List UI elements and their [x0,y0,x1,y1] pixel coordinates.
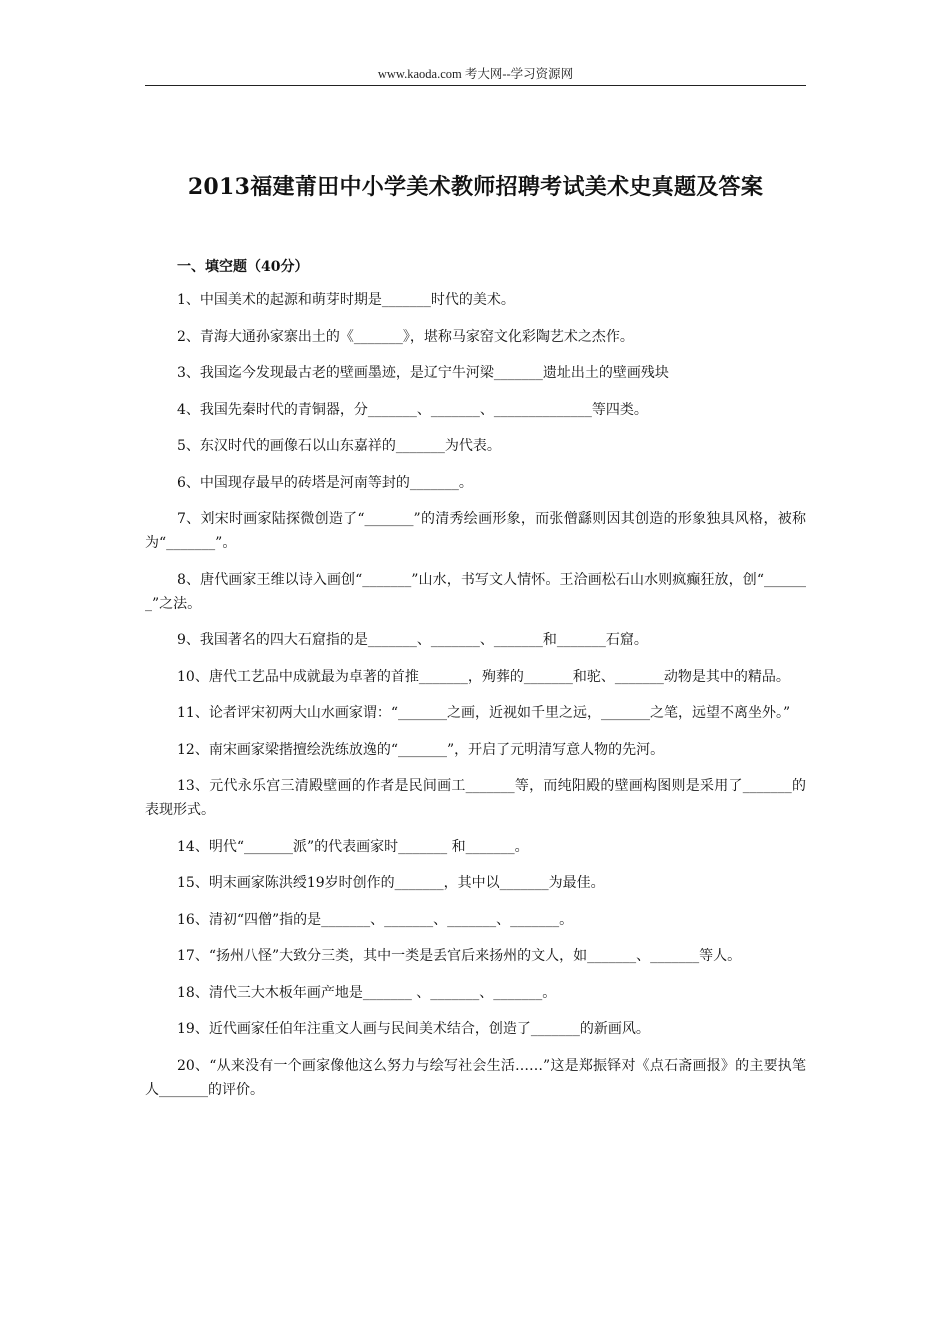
question-item: 5、东汉时代的画像石以山东嘉祥的_______为代表。 [177,438,501,454]
question-item: 20、“从来没有一个画家像他这么努力与绘写社会生活……”这是郑振铎对《点石斋画报》的主要执笔人_______的评价。 [145,1057,806,1098]
question-item: 8、唐代画家王维以诗入画创“_______”山水，书写文人情怀。王洽画松石山水则疯癫狂放，创“_______”之法。 [145,571,806,612]
question-item: 17、“扬州八怪”大致分三类，其中一类是丢官后来扬州的文人，如_______、_______等人。 [177,948,742,964]
question-item: 19、近代画家任伯年注重文人画与民间美术结合，创造了_______的新画风。 [177,1021,650,1037]
question-item: 11、论者评宋初两大山水画家谓：“_______之画，近视如千里之远，_______之笔，远望不离坐外。” [177,705,791,721]
question-item: 15、明末画家陈洪绶19岁时创作的_______，其中以_______为最佳。 [177,875,605,891]
question-item: 3、我国迄今发现最古老的壁画墨迹，是辽宁牛河梁_______遗址出土的壁画残块 [177,365,669,381]
question-item: 7、刘宋时画家陆探微创造了“_______”的清秀绘画形象，而张僧繇则因其创造的形象独具风格，被称为“_______”。 [145,511,806,551]
question-item: 4、我国先秦时代的青铜器，分_______、_______、______________等四类。 [177,401,648,418]
header-divider [145,85,806,86]
question-item: 14、明代“_______派”的代表画家时_______ 和_______。 [177,838,529,855]
question-item: 9、我国著名的四大石窟指的是_______、_______、_______和_______石窟。 [177,632,648,648]
question-item: 2、青海大通孙家寨出土的《_______》，堪称马家窑文化彩陶艺术之杰作。 [177,328,634,345]
section-heading: 一、填空题（40分） [177,259,309,275]
question-item: 12、南宋画家梁揩擅绘洗练放逸的“_______”，开启了元明清写意人物的先河。 [177,741,665,758]
question-item: 13、元代永乐宫三清殿壁画的作者是民间画工_______等，而纯阳殿的壁画构图则是采用了_______的表现形式。 [145,778,806,818]
question-item: 6、中国现存最早的砖塔是河南等封的_______。 [177,474,473,491]
page-header: www.kaoda.com 考大网--学习资源网 [377,67,574,81]
document-title: 2013福建莆田中小学美术教师招聘考试美术史真题及答案 [187,174,764,200]
question-item: 1、中国美术的起源和萌芽时期是_______时代的美术。 [177,292,515,308]
question-item: 10、唐代工艺品中成就最为卓著的首推_______，殉葬的_______和驼、_______动物是其中的精品。 [177,668,790,685]
question-list [145,288,806,1114]
question-item: 16、清初“四僧”指的是_______、_______、_______、_______。 [177,911,574,928]
question-item: 18、清代三大木板年画产地是_______ 、_______、_______。 [177,984,557,1001]
